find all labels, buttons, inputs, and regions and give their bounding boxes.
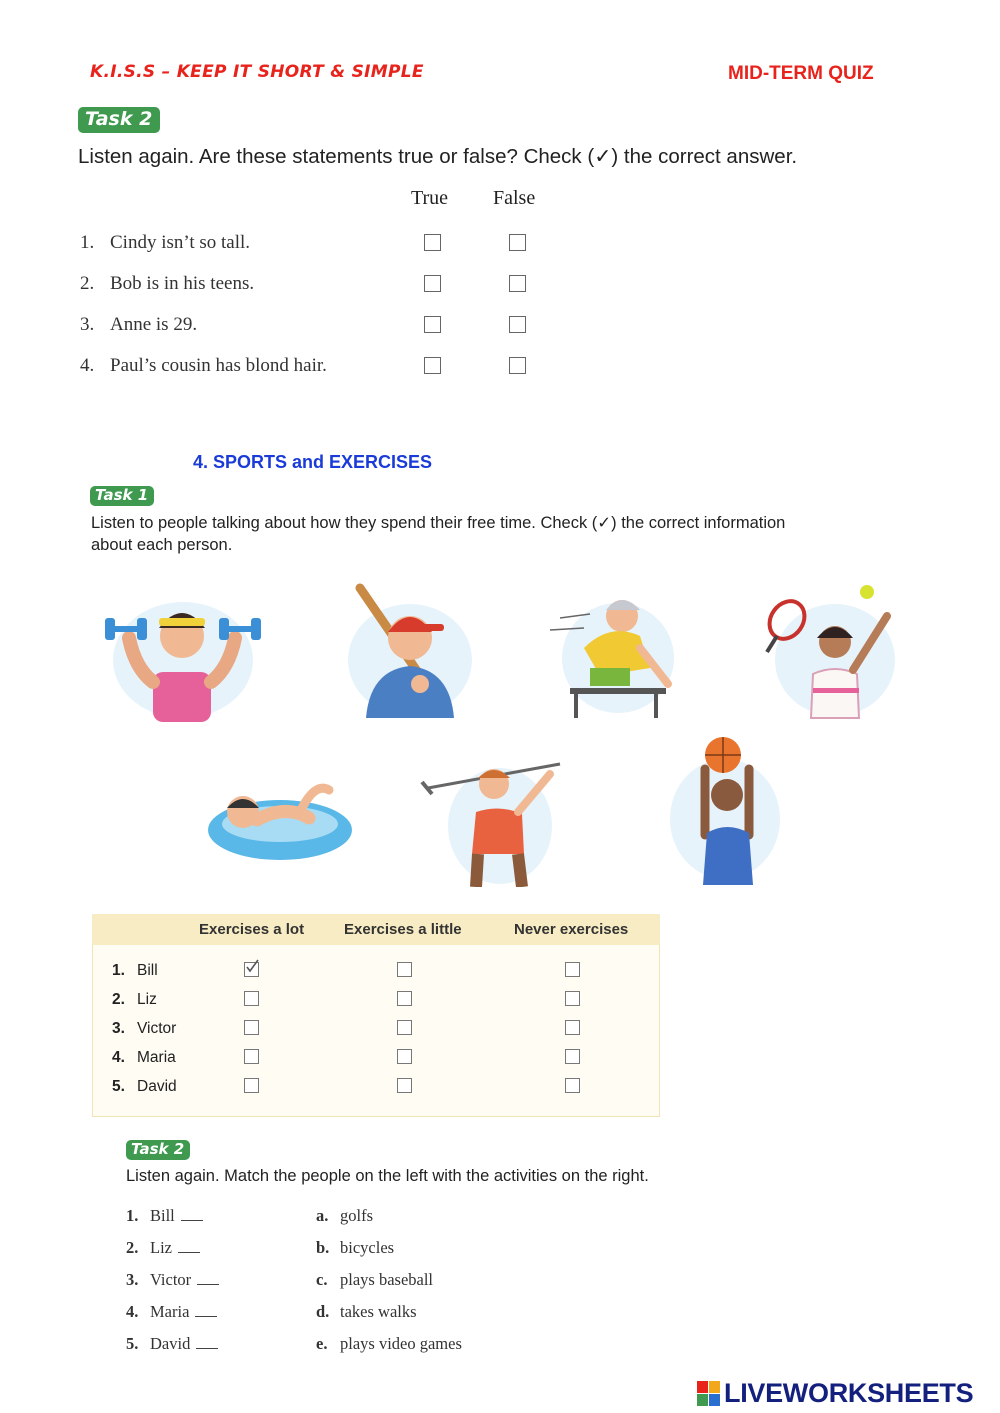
bill-never-exercises-checkbox[interactable] xyxy=(565,962,580,977)
swimming-illustration xyxy=(205,760,355,865)
match-activity xyxy=(316,1302,417,1322)
statement-1-false-checkbox[interactable] xyxy=(509,234,526,251)
statement-4-false-checkbox[interactable] xyxy=(509,357,526,374)
activity-letter: d. xyxy=(316,1302,330,1321)
table-row xyxy=(112,991,157,1009)
statement-2-false-checkbox[interactable] xyxy=(509,275,526,292)
bill-exercises-a-little-checkbox[interactable] xyxy=(397,962,412,977)
weightlifting-illustration xyxy=(95,588,270,728)
victor-never-exercises-checkbox[interactable] xyxy=(565,1020,580,1035)
person-number: 1. xyxy=(126,1206,139,1225)
person-name: Maria xyxy=(150,1302,190,1321)
match-person xyxy=(126,1270,219,1290)
activity-text: plays video games xyxy=(340,1334,462,1353)
statement-3-false-checkbox[interactable] xyxy=(509,316,526,333)
table-row xyxy=(112,1078,177,1096)
true-column-header: True xyxy=(411,187,449,209)
match-activity xyxy=(316,1270,433,1290)
david-never-exercises-checkbox[interactable] xyxy=(565,1078,580,1093)
answer-blank[interactable] xyxy=(181,1208,203,1221)
david-exercises-a-lot-checkbox[interactable] xyxy=(244,1078,259,1093)
task-2-badge: Task 2 xyxy=(78,107,160,133)
statement-number: 3. xyxy=(80,314,95,335)
basketball-illustration xyxy=(655,735,790,885)
statement-text: Cindy isn’t so tall. xyxy=(110,232,251,253)
person-number: 5. xyxy=(126,1334,139,1353)
check-mark-icon xyxy=(244,959,259,974)
row-number: 3. xyxy=(112,1020,125,1037)
person-number: 4. xyxy=(126,1302,139,1321)
statement-number: 1. xyxy=(80,232,95,253)
match-person xyxy=(126,1334,218,1354)
match-person xyxy=(126,1206,203,1226)
liz-never-exercises-checkbox[interactable] xyxy=(565,991,580,1006)
true-false-instruction: Listen again. Are these statements true or false? Check (✓) the correct answer. xyxy=(78,145,798,168)
statement-number: 2. xyxy=(80,273,95,294)
task-1-instruction: Listen to people talking about how they spend their free time. Check (✓) the correct information about each person. xyxy=(91,514,786,554)
task-1-badge: Task 1 xyxy=(90,486,154,506)
victor-exercises-a-little-checkbox[interactable] xyxy=(397,1020,412,1035)
statement-text: Bob is in his teens. xyxy=(110,273,255,294)
maria-exercises-a-little-checkbox[interactable] xyxy=(397,1049,412,1064)
statement-row xyxy=(80,232,250,254)
statement-row xyxy=(80,273,254,295)
tennis-illustration xyxy=(755,580,905,720)
david-exercises-a-little-checkbox[interactable] xyxy=(397,1078,412,1093)
match-activity xyxy=(316,1334,462,1354)
worksheet-brand-title: K.I.S.S – KEEP IT SHORT & SIMPLE xyxy=(90,62,424,82)
statement-text: Paul’s cousin has blond hair. xyxy=(110,355,327,376)
task-2-matching-instruction: Listen again. Match the people on the left with the activities on the right. xyxy=(126,1167,649,1185)
statement-text: Anne is 29. xyxy=(110,314,198,335)
statement-3-true-checkbox[interactable] xyxy=(424,316,441,333)
activity-letter: e. xyxy=(316,1334,328,1353)
section-title: 4. SPORTS and EXERCISES xyxy=(193,452,433,472)
row-name: Liz xyxy=(137,991,157,1008)
match-activity xyxy=(316,1206,373,1226)
person-number: 3. xyxy=(126,1270,139,1289)
statement-number: 4. xyxy=(80,355,95,376)
row-number: 1. xyxy=(112,962,125,979)
table-row xyxy=(112,962,158,980)
activity-letter: c. xyxy=(316,1270,328,1289)
statement-row xyxy=(80,355,327,377)
person-name: Liz xyxy=(150,1238,172,1257)
activity-text: takes walks xyxy=(340,1302,417,1321)
activity-text: bicycles xyxy=(340,1238,395,1257)
activity-letter: a. xyxy=(316,1206,329,1225)
column-exercises-a-lot: Exercises a lot xyxy=(199,921,305,938)
task-2-matching-badge: Task 2 xyxy=(126,1140,190,1160)
statement-4-true-checkbox[interactable] xyxy=(424,357,441,374)
person-name: Victor xyxy=(150,1270,192,1289)
activity-letter: b. xyxy=(316,1238,330,1257)
person-number: 2. xyxy=(126,1238,139,1257)
liveworksheets-logo: LIVEWORKSHEETS xyxy=(724,1378,974,1408)
maria-never-exercises-checkbox[interactable] xyxy=(565,1049,580,1064)
bill-exercises-a-lot-checkbox[interactable] xyxy=(244,962,259,977)
answer-blank[interactable] xyxy=(195,1304,217,1317)
activity-text: golfs xyxy=(340,1206,373,1225)
answer-blank[interactable] xyxy=(197,1272,219,1285)
row-name: Victor xyxy=(137,1020,177,1037)
golf-illustration xyxy=(420,742,570,887)
match-person xyxy=(126,1238,200,1258)
answer-blank[interactable] xyxy=(196,1336,218,1349)
maria-exercises-a-lot-checkbox[interactable] xyxy=(244,1049,259,1064)
baseball-illustration xyxy=(330,580,475,720)
row-number: 4. xyxy=(112,1049,125,1066)
person-name: David xyxy=(150,1334,191,1353)
row-name: David xyxy=(137,1078,177,1095)
statement-row xyxy=(80,314,197,336)
victor-exercises-a-lot-checkbox[interactable] xyxy=(244,1020,259,1035)
statement-2-true-checkbox[interactable] xyxy=(424,275,441,292)
quiz-title: MID-TERM QUIZ xyxy=(728,63,874,84)
liveworksheets-logo-icon xyxy=(697,1381,721,1407)
activity-text: plays baseball xyxy=(340,1270,434,1289)
answer-blank[interactable] xyxy=(178,1240,200,1253)
false-column-header: False xyxy=(493,187,536,209)
cycling-illustration xyxy=(540,588,675,723)
row-name: Bill xyxy=(137,962,158,979)
statement-1-true-checkbox[interactable] xyxy=(424,234,441,251)
row-number: 5. xyxy=(112,1078,125,1095)
match-activity xyxy=(316,1238,394,1258)
person-name: Bill xyxy=(150,1206,175,1225)
liz-exercises-a-little-checkbox[interactable] xyxy=(397,991,412,1006)
row-number: 2. xyxy=(112,991,125,1008)
column-never-exercises: Never exercises xyxy=(514,921,629,938)
table-row xyxy=(112,1049,176,1067)
row-name: Maria xyxy=(137,1049,176,1066)
liz-exercises-a-lot-checkbox[interactable] xyxy=(244,991,259,1006)
match-person xyxy=(126,1302,217,1322)
column-exercises-a-little: Exercises a little xyxy=(344,921,462,938)
table-row xyxy=(112,1020,176,1038)
